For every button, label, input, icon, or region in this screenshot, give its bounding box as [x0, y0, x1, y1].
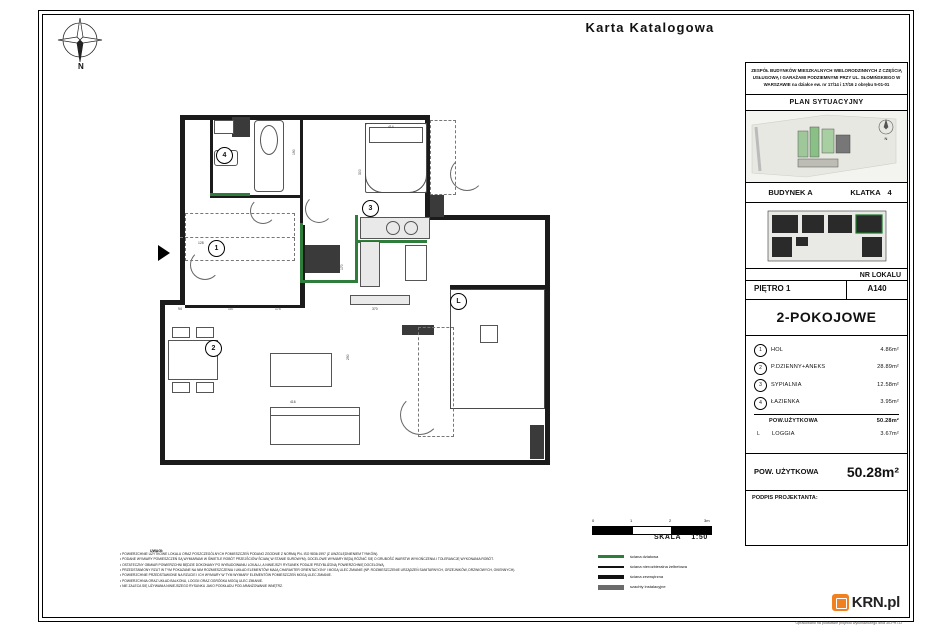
krn-logo	[832, 594, 900, 611]
wall-exterior	[180, 115, 185, 305]
dimension-top-2: 414	[388, 125, 394, 129]
budynek-label: BUDYNEK A	[768, 188, 813, 198]
room-label-loggia: L	[450, 293, 467, 310]
scale-tick-0: 0	[592, 518, 595, 523]
chair	[196, 382, 214, 393]
legend-row	[598, 553, 687, 561]
room-number: 2	[754, 362, 767, 375]
building-key-plan	[745, 202, 908, 268]
room-label-3: 3	[362, 200, 379, 217]
tv-unit	[350, 295, 410, 305]
pietro-label: PIĘTRO 1	[754, 284, 791, 294]
door-swing	[450, 157, 484, 191]
room-label-4: 4	[216, 147, 233, 164]
room-name: P.DZIENNY+ANEKS	[771, 364, 826, 371]
legend-swatch-rc	[598, 566, 624, 568]
pietro-row	[745, 280, 908, 299]
house-icon	[832, 594, 849, 611]
signature-label: PODPIS PROJEKTANTA:	[752, 494, 818, 501]
scale-tick-1: 1	[630, 518, 633, 523]
legend-row	[598, 573, 687, 581]
dimension-left-3: 170	[340, 264, 344, 270]
legend-swatch-shaft	[598, 585, 624, 590]
wall-green-partition	[302, 280, 358, 283]
signature-box	[745, 490, 908, 546]
total-label: POW.UŻYTKOWA	[769, 418, 819, 425]
loggia-furniture	[480, 325, 498, 343]
room-area: 12.58m²	[877, 381, 899, 388]
room-number: 3	[754, 379, 767, 392]
dimension-bottom-1: 94	[178, 307, 182, 311]
legend-label: ściana nierozbieralna żelbetowa	[630, 564, 687, 570]
kitchen-cabinet	[360, 241, 380, 287]
room-area: 28.89m²	[877, 364, 899, 371]
room-row	[754, 379, 899, 392]
wall-partition	[300, 115, 303, 220]
note-line: • OSTATECZNY OBMIAR POWIERZCHNI BĘDZIE DOKONANY PO WYBUDOWANIU LOKALU, A NINIEJSZY RYSUNEK PODAJE PRZYBLIŻONĄ POWIERZCHNIĘ DOCELOWĄ.	[120, 562, 385, 567]
note-line: • NIE ZALECA SIĘ UŻYWANIA NINIEJSZEGO RYSUNKU JAKO PODKŁADU POD ARANŻOWANIE WNĘTRZ.	[120, 583, 283, 588]
floor-plan	[150, 95, 570, 495]
shaft	[232, 117, 250, 137]
sofa	[270, 415, 360, 445]
total-row	[754, 414, 899, 425]
legend-label: ściana zewnętrzna	[630, 574, 664, 580]
dimension-bottom-4: 370	[372, 307, 378, 311]
room-schedule	[745, 335, 908, 452]
legend-label: szachty instalacyjne	[630, 584, 666, 590]
bathtub-inner	[260, 125, 278, 155]
room-area: 4.86m²	[880, 347, 899, 354]
legend-row	[598, 583, 687, 591]
note-line: • PODANE WYMIARY POMIESZCZEŃ SĄ WYMIARAMI W ŚWIETLE ROBÓT PRZEJŚCIÓW ŚCIAN( W STANIE SUROWYM). DOCELOWE WYMIARY BĘDĄ RÓŻNIĆ SIĘ O GRUBOŚĆ WARSTW WYKOŃCZENIA I TOLERANCJĘ WYKONANIA ROBÓT.	[120, 557, 494, 562]
wall-green-partition	[210, 193, 250, 196]
project-header: ZESPÓŁ BUDYNKÓW MIESZKALNYCH WIELORODZINNYCH Z CZĘŚCIĄ USŁUGOWĄ I GARAŻAMI PODZIEMNYMI PRZY UL. SŁOMIŃSKIEGO W WARSZAWIE na działce ew. nr 17/14 i 17/16 z obrębu 5-01-01	[745, 62, 908, 94]
scale-tick-2: 2	[669, 518, 672, 523]
wall-exterior	[160, 300, 165, 465]
room-number: 4	[754, 397, 767, 410]
note-line: • POWIERZCHNIE PRZEDSTAWIONE NA RZUCIE I ICH WYMIARY W TYM WYMIARY ELEMENTÓW POMIESZCZEŃ MOGĄ ULEC ZMIANIE.	[120, 573, 332, 578]
chair	[172, 327, 190, 338]
room-row	[754, 397, 899, 410]
wall-partition	[210, 115, 213, 198]
room-row	[754, 344, 899, 357]
dimension-top-1: 128	[198, 241, 204, 245]
shaft	[530, 425, 544, 459]
hob-burner	[404, 221, 418, 235]
wall-green-partition	[300, 223, 303, 283]
klatka-text: KLATKA	[850, 188, 881, 198]
loggia-label: LOGGIA	[772, 430, 795, 437]
room-label-2: 2	[205, 340, 222, 357]
notes-heading: UWAGI:	[150, 549, 164, 553]
fridge	[405, 245, 427, 281]
room-name: ŁAZIENKA	[771, 399, 800, 406]
summary-value: 50.28m²	[846, 463, 899, 480]
svg-text:N: N	[884, 136, 888, 142]
dimension-bottom-6: 290	[346, 354, 350, 360]
nr-lokalu-value: A140	[846, 281, 907, 299]
wall-exterior	[545, 215, 550, 465]
room-label-1: 1	[208, 240, 225, 257]
nr-lokalu-label: NR LOKALU	[745, 268, 908, 280]
loggia-row	[754, 429, 899, 440]
klatka-label	[835, 183, 907, 202]
bed-outline	[365, 123, 427, 193]
room-name: SYPIALNIA	[771, 381, 802, 388]
note-line: • PRZEDSTAWIONY RZUT W TYM POKAZANE NA NIM ROZMIESZCZENIA I UKŁAD ELEMENTÓW MAJĄ CHARAKTER ORIENTACYJNY I MOGĄ ULEC ZMIANIE (NP. ROZMIESZCZENIE URZĄDZEŃ SANITARNYCH, GRZEJNIKÓW, DRZWIOWYCH, OKIENNYCH).	[120, 567, 516, 572]
wall-partition	[185, 305, 305, 308]
unit-type: 2-POKOJOWE	[745, 299, 908, 335]
krn-logo-text: KRN.pl	[851, 594, 900, 611]
scale-value: 1:50	[691, 534, 708, 541]
door-swing	[305, 195, 333, 223]
room-name: HOL	[771, 347, 784, 354]
notes-block	[120, 552, 540, 589]
copyright-note: Opracowano na podstawie projektu wykonawczego dnia 30-PH7-D	[795, 621, 902, 625]
scale-bar-group	[592, 518, 744, 541]
page-title: Karta Katalogowa	[585, 20, 715, 35]
wc	[214, 120, 234, 134]
plan-sytuacyjny-label: PLAN SYTUACYJNY	[745, 94, 908, 110]
legend-label: ściana działowa	[630, 554, 659, 559]
wall-green-partition	[355, 215, 358, 283]
dimension-left-2: 300	[358, 169, 362, 175]
entrance-arrow-icon	[158, 245, 170, 261]
scale-tick-3: 3m	[704, 518, 710, 523]
note-line: • POWIERZCHNIA ORAZ UKŁAD BALKONU, LOGGII ORAZ OGRÓDKA MOGĄ ULEC ZMIANIE.	[120, 578, 263, 583]
window-zone-dashed	[418, 327, 454, 437]
sofa-back	[270, 407, 360, 416]
legend-swatch-exterior	[598, 575, 624, 579]
dimension-bottom-3: 174	[275, 307, 281, 311]
chair	[172, 382, 190, 393]
dimension-left-1: 190	[292, 149, 296, 155]
shaft	[430, 195, 444, 217]
site-plan-image	[745, 110, 908, 182]
shaft	[305, 245, 340, 273]
dimension-bottom-5: 416	[290, 400, 296, 404]
room-row	[754, 362, 899, 375]
loggia-area: 3.67m²	[880, 430, 899, 437]
legend	[598, 553, 687, 593]
total-area: 50.28m²	[876, 418, 899, 425]
legend-row	[598, 563, 687, 571]
building-row	[745, 182, 908, 202]
scale-label: SKALA	[654, 534, 681, 541]
scale-ticks	[592, 518, 716, 526]
summary-row	[745, 453, 908, 490]
coffee-table	[270, 353, 332, 387]
info-panel	[745, 62, 908, 546]
summary-label: POW. UŻYTKOWA	[754, 467, 819, 477]
scale-caption	[654, 534, 708, 541]
wall-exterior	[160, 460, 360, 465]
compass-north-label: N	[78, 62, 84, 71]
legend-swatch-green	[598, 555, 624, 558]
klatka-value: 4	[887, 188, 892, 198]
room-number: 1	[754, 344, 767, 357]
hob-burner	[386, 221, 400, 235]
chair	[196, 327, 214, 338]
compass-rose-icon	[52, 18, 112, 78]
dimension-bottom-2: 107	[228, 307, 234, 311]
wardrobe-dashed	[185, 213, 295, 261]
note-line: • POWIERZCHNIE UŻYTKOWE LOKALU ORAZ POSZCZEGÓLNYCH POMIESZCZEŃ PODANO ZGODNIE Z NORMĄ PN- ISO 9836:1997 (Z UWZGLĘDNIENIEM TYNKÓW).	[120, 552, 379, 556]
wall-exterior	[355, 460, 550, 465]
loggia-number: L	[757, 431, 760, 438]
room-area: 3.95m²	[880, 399, 899, 406]
